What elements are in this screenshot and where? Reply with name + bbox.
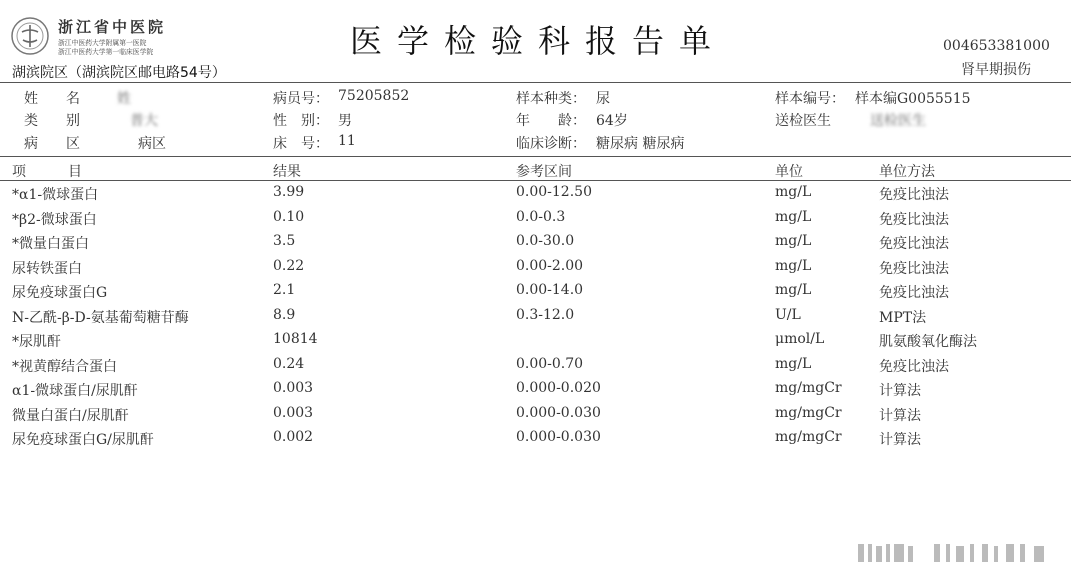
report-number: 004653381000 <box>943 38 1050 54</box>
cell-range: 0.0-30.0 <box>516 233 575 249</box>
sample-no-value: 样本编G0055515 <box>855 91 971 107</box>
patient-ward-label: 病 区 <box>24 136 80 152</box>
hospital-subtitle-2: 浙江中医药大学第一临床医学院 <box>58 47 154 56</box>
sample-no-label: 样本编号： <box>775 91 845 107</box>
table-header-divider <box>0 180 1071 181</box>
patient-category-value: 普大 <box>130 113 158 129</box>
cell-method: MPT法 <box>879 310 927 326</box>
header-range: 参考区间 <box>516 164 572 180</box>
cell-item: 微量白蛋白/尿肌酐 <box>12 408 129 424</box>
hospital-subtitle-1: 浙江中医药大学附属第一医院 <box>58 38 147 47</box>
header-result: 结果 <box>273 164 301 180</box>
cell-item: N-乙酰-β-D-氨基葡萄糖苷酶 <box>12 310 189 326</box>
bed-label: 床 号： <box>273 136 329 152</box>
cell-result: 0.002 <box>273 429 314 445</box>
cell-result: 0.24 <box>273 356 305 372</box>
cell-method: 计算法 <box>879 383 921 399</box>
cell-item: *尿肌酐 <box>12 334 61 350</box>
cell-range: 0.000-0.020 <box>516 380 601 396</box>
doctor-value: 送检医生 <box>870 113 926 129</box>
cell-method: 计算法 <box>879 432 921 448</box>
cell-range: 0.00-14.0 <box>516 282 584 298</box>
cell-unit: mg/mgCr <box>775 405 842 421</box>
cell-unit: mg/L <box>775 282 812 298</box>
age-value: 64岁 <box>596 113 628 129</box>
hospital-seal-icon <box>10 16 50 56</box>
patient-ward-value: 病区 <box>138 136 166 152</box>
cell-unit: U/L <box>775 307 801 323</box>
cell-method: 免疫比浊法 <box>879 187 949 203</box>
sample-type-label: 样本种类： <box>516 91 586 107</box>
cell-range: 0.00-0.70 <box>516 356 584 372</box>
cell-method: 免疫比浊法 <box>879 236 949 252</box>
patient-category-label: 类 别 <box>24 113 80 129</box>
bed-value: 11 <box>338 133 356 149</box>
age-label: 年 龄： <box>516 113 586 129</box>
cell-range: 0.00-12.50 <box>516 184 592 200</box>
cell-range: 0.0-0.3 <box>516 209 566 225</box>
hospital-logo <box>10 14 170 64</box>
cell-unit: mg/L <box>775 233 812 249</box>
hospital-branch: 湖滨院区（湖滨院区邮电路54号） <box>12 65 226 81</box>
cell-range: 0.00-2.00 <box>516 258 584 274</box>
info-divider <box>0 156 1071 157</box>
diagnosis-value: 糖尿病 糖尿病 <box>596 136 685 152</box>
cell-item: *视黄醇结合蛋白 <box>12 359 117 375</box>
cell-method: 免疫比浊法 <box>879 261 949 277</box>
header-unit: 单位 <box>775 164 803 180</box>
sex-label: 性 别： <box>273 113 329 129</box>
cell-unit: mg/L <box>775 258 812 274</box>
sample-type-value: 尿 <box>596 91 610 107</box>
cell-unit: μmol/L <box>775 331 825 347</box>
cell-unit: mg/L <box>775 356 812 372</box>
cell-item: 尿免疫球蛋白G/尿肌酐 <box>12 432 154 448</box>
cell-unit: mg/L <box>775 184 812 200</box>
cell-result: 2.1 <box>273 282 296 298</box>
cell-result: 8.9 <box>273 307 296 323</box>
cell-result: 0.003 <box>273 380 314 396</box>
signature-mark <box>856 536 1056 570</box>
header-divider <box>0 82 1071 83</box>
header-item: 项 目 <box>12 164 82 180</box>
cell-result: 0.003 <box>273 405 314 421</box>
patient-name-label: 姓 名 <box>24 91 80 107</box>
cell-unit: mg/mgCr <box>775 429 842 445</box>
cell-method: 肌氨酸氧化酶法 <box>879 334 977 350</box>
cell-result: 10814 <box>273 331 318 347</box>
record-no-label: 病员号： <box>273 91 329 107</box>
cell-method: 免疫比浊法 <box>879 285 949 301</box>
cell-item: 尿转铁蛋白 <box>12 261 82 277</box>
cell-result: 0.22 <box>273 258 305 274</box>
cell-range: 0.3-12.0 <box>516 307 575 323</box>
report-title: 医学检验科报告单 <box>350 22 727 60</box>
record-no-value: 75205852 <box>338 88 410 104</box>
cell-item: *α1-微球蛋白 <box>12 187 99 203</box>
cell-item: *微量白蛋白 <box>12 236 89 252</box>
doctor-label: 送检医生 <box>775 113 831 129</box>
cell-method: 计算法 <box>879 408 921 424</box>
cell-result: 3.5 <box>273 233 296 249</box>
report-tag: 肾早期损伤 <box>961 62 1031 78</box>
cell-method: 免疫比浊法 <box>879 359 949 375</box>
cell-item: 尿免疫球蛋白G <box>12 285 108 301</box>
sex-value: 男 <box>338 113 352 129</box>
patient-name-value: 姓 <box>117 91 131 107</box>
cell-result: 0.10 <box>273 209 305 225</box>
cell-item: α1-微球蛋白/尿肌酐 <box>12 383 138 399</box>
header-method: 单位方法 <box>879 164 935 180</box>
cell-result: 3.99 <box>273 184 305 200</box>
cell-method: 免疫比浊法 <box>879 212 949 228</box>
diagnosis-label: 临床诊断： <box>516 136 586 152</box>
cell-range: 0.000-0.030 <box>516 429 601 445</box>
cell-range: 0.000-0.030 <box>516 405 601 421</box>
cell-unit: mg/L <box>775 209 812 225</box>
hospital-name: 浙江省中医院 <box>58 18 167 36</box>
cell-item: *β2-微球蛋白 <box>12 212 97 228</box>
cell-unit: mg/mgCr <box>775 380 842 396</box>
